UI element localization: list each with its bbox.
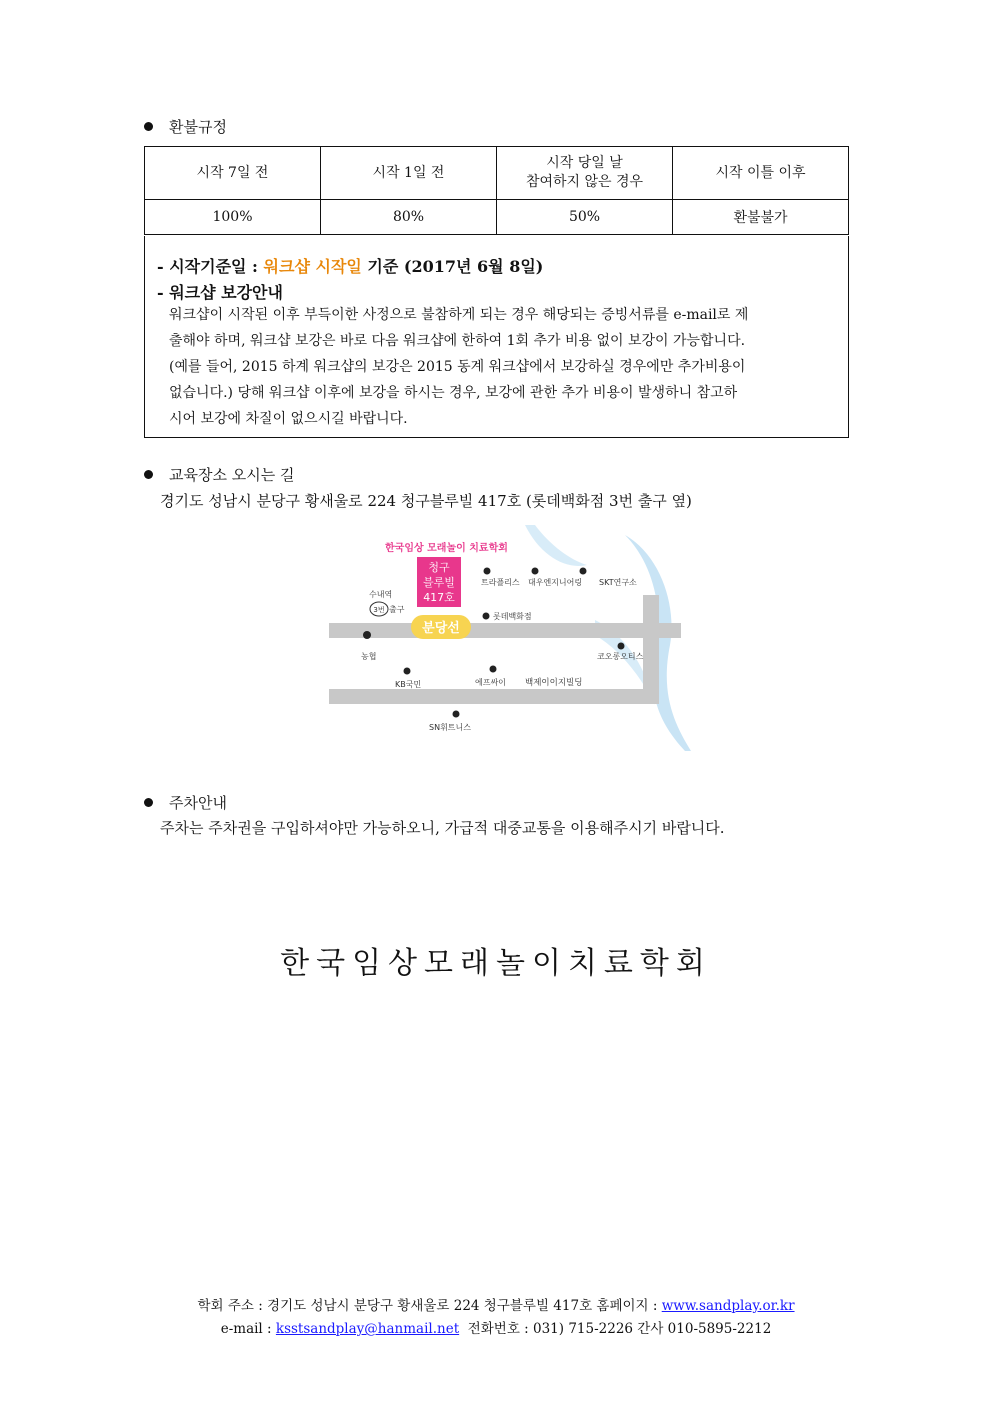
- body-line: 시어 보강에 차질이 없으시길 바랍니다.: [169, 411, 408, 427]
- location-map: [325, 525, 695, 753]
- building-label: 블루빌: [423, 576, 455, 589]
- footer-email-label: e-mail :: [220, 1321, 276, 1337]
- table-row: [145, 147, 849, 200]
- table-row: [145, 200, 849, 235]
- landmark-label: 대우엔지니어링: [528, 578, 583, 587]
- road: [329, 689, 657, 704]
- refund-heading-text: 환불규정: [169, 118, 227, 136]
- email-link[interactable]: ksstsandplay@hanmail.net: [275, 1321, 460, 1337]
- parking-heading-text: 주차안내: [169, 794, 227, 812]
- directions-heading: [144, 464, 294, 485]
- landmark-label: 롯데백화점: [493, 612, 532, 621]
- building-label: 청구: [428, 561, 450, 574]
- directions-address: 경기도 성남시 분당구 황새울로 224 청구블루빌 417호 (롯데백화점 3번 출구 옆): [160, 492, 692, 510]
- station-name: 수내역: [369, 590, 393, 599]
- map-title: 한국임상 모래놀이 치료학회: [385, 543, 508, 554]
- station-exit-suffix: 출구: [389, 605, 405, 614]
- bullet-icon: [144, 798, 153, 807]
- landmark-dot: [532, 568, 539, 575]
- footer-contact-line: [0, 1317, 992, 1337]
- building-label: 417호: [423, 591, 455, 604]
- start-date-highlight: 워크샵 시작일: [263, 257, 362, 276]
- footer-address: 학회 주소 : 경기도 성남시 분당구 황새울로 224 청구블루빌 417호 홈페이지 :: [197, 1298, 662, 1314]
- landmark-dot: [453, 711, 460, 718]
- refund-heading: [144, 116, 227, 137]
- table-cell: 80%: [321, 200, 497, 235]
- table-header-cell: 시작 1일 전: [321, 147, 497, 200]
- footer-address-line: [0, 1294, 992, 1314]
- makeup-note-title: - 워크샵 보강안내: [157, 283, 283, 302]
- refund-table: [144, 146, 849, 235]
- landmark-label: SKT연구소: [599, 578, 637, 587]
- parking-text: 주차는 주차권을 구입하셔야만 가능하오니, 가급적 대중교통을 이용해주시기 바랍니다.: [160, 819, 725, 837]
- organization-name: 한국임상모래놀이치료학회: [280, 946, 712, 981]
- landmark-label: SN휘트니스: [429, 723, 471, 732]
- landmark-dot: [404, 668, 411, 675]
- body-line: (예를 들어, 2015 하계 워크샵의 보강은 2015 동계 워크샵에서 보강하실 경우에만 추가비용이: [169, 359, 746, 375]
- table-header-cell: 시작 7일 전: [145, 147, 321, 200]
- landmark-dot: [580, 568, 587, 575]
- line-name: 분당선: [422, 621, 460, 636]
- landmark-label: 트라플리스: [481, 578, 520, 587]
- station-exit: 3번: [373, 606, 385, 614]
- table-header-cell: 시작 이틀 이후: [673, 147, 849, 200]
- landmark-label: 농협: [361, 652, 377, 661]
- start-date-note: [157, 254, 543, 277]
- landmark-label: 백제이이지빌딩: [525, 678, 583, 688]
- landmark-dot: [618, 643, 625, 650]
- body-line: 출해야 하며, 워크샵 보강은 바로 다음 워크샵에 한하여 1회 추가 비용 없이 보강이 가능합니다.: [169, 333, 746, 349]
- start-date-suffix: 기준 (2017년 6월 8일): [361, 257, 544, 276]
- road: [643, 595, 659, 704]
- parking-heading: [144, 792, 227, 813]
- station-dot: [363, 631, 371, 639]
- homepage-link[interactable]: www.sandplay.or.kr: [661, 1298, 795, 1314]
- directions-heading-text: 교육장소 오시는 길: [169, 466, 295, 484]
- landmark-dot: [483, 613, 490, 620]
- map-graphic: [325, 525, 695, 753]
- bullet-icon: [144, 122, 153, 131]
- table-cell: 100%: [145, 200, 321, 235]
- landmark-label: KB국민: [395, 680, 422, 689]
- landmark-label: 에프싸이: [475, 678, 506, 687]
- start-date-prefix: - 시작기준일 :: [157, 257, 264, 276]
- table-header-line: 시작 당일 날: [546, 155, 623, 171]
- body-line: 워크샵이 시작된 이후 부득이한 사정으로 불참하게 되는 경우 해당되는 증빙서류를 e-mail로 제: [169, 307, 749, 323]
- bullet-icon: [144, 470, 153, 479]
- landmark-dot: [490, 666, 497, 673]
- body-line: 없습니다.) 당해 워크샵 이후에 보강을 하시는 경우, 보강에 관한 추가 비용이 발생하니 참고하: [169, 385, 738, 401]
- refund-notes-box: [144, 236, 849, 438]
- landmark-label: 코오롱오티스: [597, 652, 644, 661]
- table-cell: 50%: [497, 200, 673, 235]
- table-cell: 환불불가: [673, 200, 849, 235]
- road: [329, 623, 681, 638]
- footer-phone: 전화번호 : 031) 715-2226 간사 010-5895-2212: [459, 1321, 772, 1337]
- table-header-cell: [497, 147, 673, 200]
- decoration-shape: [525, 525, 587, 566]
- makeup-note-body: [169, 302, 839, 432]
- table-header-line: 참여하지 않은 경우: [525, 174, 644, 190]
- landmark-dot: [484, 568, 491, 575]
